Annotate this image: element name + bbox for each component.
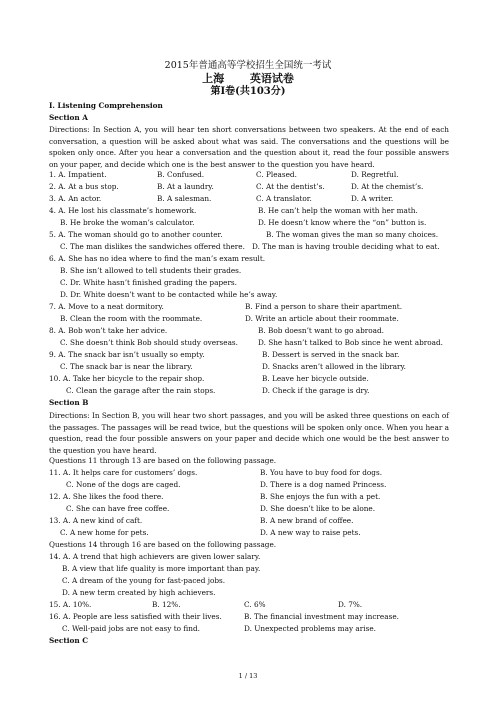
q13-option-d: D. A new way to raise pets. [260, 528, 361, 537]
q2-option-b: B. At a laundry. [157, 182, 214, 191]
q11-option-b: B. You have to buy food for dogs. [260, 468, 383, 477]
section-b-directions: Directions: In Section B, you will hear two short passages, and you will be asked three questions on each of the passages. The passages will be read twice, but the questions will be spoken only once. When you hear a question, read the four possible answers on your paper and decide which one would be the best answer to the question you have heard. [49, 411, 449, 455]
q1-option-d: D. Regretful. [351, 170, 399, 179]
section-c-heading: Section C [49, 636, 89, 645]
q12-option-a: 12. A. She likes the food there. [49, 492, 164, 501]
q15-option-a: 15. A. 10%. [49, 600, 92, 609]
q4-option-b: B. He can’t help the woman with her math. [258, 206, 418, 215]
q5-option-a: 5. A. The woman should go to another counter. [49, 230, 223, 239]
q6-option-c: C. Dr. White hasn’t finished grading the papers. [60, 278, 237, 287]
q7-option-b: B. Find a person to share their apartment. [245, 302, 403, 311]
q4-option-a: 4. A. He lost his classmate’s homework. [49, 206, 197, 215]
q7-option-c: B. Clean the room with the roommate. [60, 314, 203, 323]
subtitle-subject: 英语试卷 [249, 72, 294, 85]
q10-option-d: D. Check if the garage is dry. [262, 386, 370, 395]
part-heading: I. Listening Comprehension [49, 101, 163, 110]
q12-option-d: D. She doesn’t like to be alone. [260, 504, 376, 513]
q9-option-d: D. Snacks aren’t allowed in the library. [262, 362, 407, 371]
q14-option-b: B. A view that life quality is more important than pay. [62, 564, 261, 573]
q1-option-b: B. Confused. [157, 170, 205, 179]
q16-option-a: 16. A. People are less satisfied with their lives. [49, 612, 222, 621]
questions-14-16-intro: Questions 14 through 16 are based on the following passage. [49, 540, 277, 549]
q7-option-a: 7. A. Move to a neat dormitory. [49, 302, 164, 311]
q16-option-c: C. Well-paid jobs are not easy to find. [62, 624, 200, 633]
q7-option-d: D. Write an article about their roommate. [245, 314, 399, 323]
questions-11-13-intro: Questions 11 through 13 are based on the following passage. [49, 456, 277, 465]
q11-option-a: 11. A. It helps care for customers’ dogs. [49, 468, 198, 477]
q6-option-d: D. Dr. White doesn’t want to be contacted while he’s away. [60, 290, 278, 299]
q1-option-a: 1. A. Impatient. [49, 170, 107, 179]
q1-option-c: C. Pleased. [256, 170, 297, 179]
q4-option-c: B. He broke the woman’s calculator. [60, 218, 195, 227]
q3-option-b: B. A salesman. [157, 194, 212, 203]
subtitle-region: 上海 [202, 72, 225, 85]
q9-option-a: 9. A. The snack bar isn’t usually so empty. [49, 350, 205, 359]
exam-title: 2015年普通高等学校招生全国统一考试 [164, 60, 332, 71]
section-a-directions: Directions: In Section A, you will hear ten short conversations between two speakers. At the end of each conversation, a question will be asked about what was said. The conversations and the questions will be spoken only once. After you hear a conversation and the question about it, read the four possible answers on your paper, and decide which one is the best answer to the question you have heard. [49, 125, 449, 169]
q10-option-a: 10. A. Take her bicycle to the repair shop. [49, 374, 205, 383]
q3-option-d: D. A writer. [351, 194, 394, 203]
q5-option-d: D. The man is having trouble deciding what to eat. [252, 242, 440, 251]
q4-option-d: D. He doesn’t know where the “on” button is. [258, 218, 427, 227]
q2-option-c: C. At the dentist’s. [256, 182, 325, 191]
q15-option-d: D. 7%. [338, 600, 363, 609]
q6-option-b: B. She isn’t allowed to tell students their grades. [60, 266, 242, 275]
q10-option-c: C. Clean the garage after the rain stops. [66, 386, 216, 395]
exam-subtitle [0, 72, 496, 85]
q8-option-a: 8. A. Bob won’t take her advice. [49, 326, 168, 335]
q13-option-c: C. A new home for pets. [60, 528, 149, 537]
q9-option-c: C. The snack bar is near the library. [60, 362, 193, 371]
q12-option-b: B. She enjoys the fun with a pet. [260, 492, 381, 501]
page-number: 1 / 13 [238, 672, 258, 680]
q3-option-a: 3. A. An actor. [49, 194, 102, 203]
q12-option-c: C. She can have free coffee. [66, 504, 170, 513]
q13-option-a: 13. A. A new kind of caft. [49, 516, 143, 525]
section-b-heading: Section B [49, 398, 89, 407]
q6-option-a: 6. A. She has no idea where to find the man’s exam result. [49, 254, 266, 263]
q13-option-b: B. A new brand of coffee. [260, 516, 354, 525]
q2-option-d: D. At the chemist’s. [351, 182, 424, 191]
q14-option-a: 14. A. A trend that high achievers are given lower salary. [49, 552, 261, 561]
volume-heading: 第Ⅰ卷(共103分) [210, 86, 286, 97]
q8-option-c: C. She doesn’t think Bob should study overseas. [60, 338, 238, 347]
q14-option-c: C. A dream of the young for fast-paced jobs. [62, 576, 226, 585]
q10-option-b: B. Leave her bicycle outside. [262, 374, 369, 383]
q16-option-b: B. The financial investment may increase. [244, 612, 399, 621]
q8-option-b: B. Bob doesn’t want to go abroad. [258, 326, 384, 335]
q5-option-b: B. The woman gives the man so many choices. [266, 230, 439, 239]
q2-option-a: 2. A. At a bus stop. [49, 182, 119, 191]
q16-option-d: D. Unexpected problems may arise. [244, 624, 376, 633]
q15-option-c: C. 6% [244, 600, 266, 609]
section-a-heading: Section A [49, 113, 88, 122]
q3-option-c: C. A translator. [256, 194, 312, 203]
q15-option-b: B. 12%. [152, 600, 181, 609]
q9-option-b: B. Dessert is served in the snack bar. [262, 350, 400, 359]
q5-option-c: C. The man dislikes the sandwiches offered there. [60, 242, 245, 251]
q8-option-d: D. She hasn’t talked to Bob since he went abroad. [258, 338, 443, 347]
q14-option-d: D. A new term created by high achievers. [62, 588, 216, 597]
q11-option-d: D. There is a dog named Princess. [260, 480, 387, 489]
q11-option-c: C. None of the dogs are caged. [66, 480, 181, 489]
